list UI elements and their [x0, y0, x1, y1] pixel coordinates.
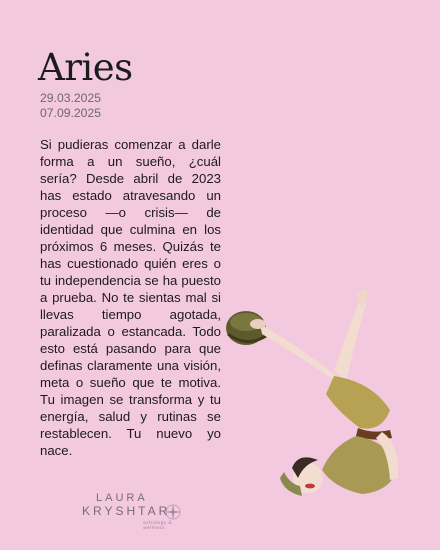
brand-logo: [80, 490, 190, 540]
logo-tagline: astrology & wellness: [143, 521, 173, 531]
sign-title: Aries: [38, 46, 133, 89]
date-range: [40, 91, 101, 121]
pinup-figure-illustration: [222, 282, 412, 504]
logo-line-2: KRYSHTAR: [82, 504, 171, 518]
logo-line-1: LAURA: [96, 492, 148, 504]
start-date: 29.03.2025: [40, 91, 101, 105]
horoscope-paragraph: Si pudieras comenzar a darle forma a un sueño, ¿cuál sería? Desde abril de 2023 has estado atravesando un proceso —o crisis— de identidad que culmina en los próximos 6 meses. Quizás te has cuestionado quién eres o tu independencia se ha puesto a prueba. No te sientas mal si llevas tiempo agotada, paralizada o estancada. Todo esto está pasando para que definas claramente una visión, meta o sueño que te motiva. Tu imagen se transforma y tu energía, salud y rutinas se restablecen. Tu nuevo yo nace.: [40, 137, 221, 458]
end-date: 07.09.2025: [40, 106, 101, 120]
